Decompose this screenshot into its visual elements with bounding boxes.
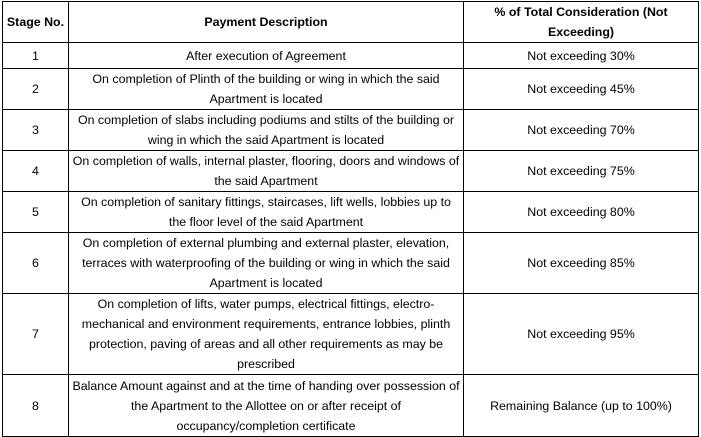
- percent-value: Not exceeding 75%: [464, 151, 699, 192]
- table-row: [3, 294, 699, 375]
- percent-value: Not exceeding 95%: [464, 294, 699, 375]
- payment-description: On completion of Plinth of the building or wing in which the said Apartment is located: [69, 69, 464, 110]
- table-row: [3, 375, 699, 437]
- percent-value: Remaining Balance (up to 100%): [464, 375, 699, 437]
- payment-schedule-table: [2, 1, 699, 437]
- table-row: [3, 110, 699, 151]
- percent-value: Not exceeding 85%: [464, 233, 699, 294]
- percent-value: Not exceeding 45%: [464, 69, 699, 110]
- payment-description: After execution of Agreement: [69, 43, 464, 69]
- stage-number: 2: [3, 69, 69, 110]
- payment-description: On completion of slabs including podiums and stilts of the building or wing in which the said Apartment is located: [69, 110, 464, 151]
- table-row: [3, 233, 699, 294]
- stage-number: 4: [3, 151, 69, 192]
- table-row: [3, 151, 699, 192]
- payment-description: On completion of external plumbing and external plaster, elevation, terraces with waterproofing of the building or wing in which the said Apartment is located: [69, 233, 464, 294]
- table-row: [3, 43, 699, 69]
- header-percent-total-consideration: % of Total Consideration (Not Exceeding): [464, 2, 699, 43]
- stage-number: 6: [3, 233, 69, 294]
- payment-description: On completion of sanitary fittings, staircases, lift wells, lobbies up to the floor level of the said Apartment: [69, 192, 464, 233]
- header-payment-description: Payment Description: [69, 2, 464, 43]
- table-header-row: [3, 2, 699, 43]
- percent-value: Not exceeding 80%: [464, 192, 699, 233]
- payment-description: On completion of lifts, water pumps, electrical fittings, electro-mechanical and environment requirements, entrance lobbies, plinth protection, paving of areas and all other requirements as may be prescribed: [69, 294, 464, 375]
- stage-number: 3: [3, 110, 69, 151]
- stage-number: 1: [3, 43, 69, 69]
- table-row: [3, 192, 699, 233]
- stage-number: 5: [3, 192, 69, 233]
- stage-number: 7: [3, 294, 69, 375]
- table-row: [3, 69, 699, 110]
- payment-description: On completion of walls, internal plaster, flooring, doors and windows of the said Apartment: [69, 151, 464, 192]
- header-stage-no: Stage No.: [3, 2, 69, 43]
- payment-description: Balance Amount against and at the time of handing over possession of the Apartment to the Allottee on or after receipt of occupancy/completion certificate: [69, 375, 464, 437]
- percent-value: Not exceeding 30%: [464, 43, 699, 69]
- percent-value: Not exceeding 70%: [464, 110, 699, 151]
- stage-number: 8: [3, 375, 69, 437]
